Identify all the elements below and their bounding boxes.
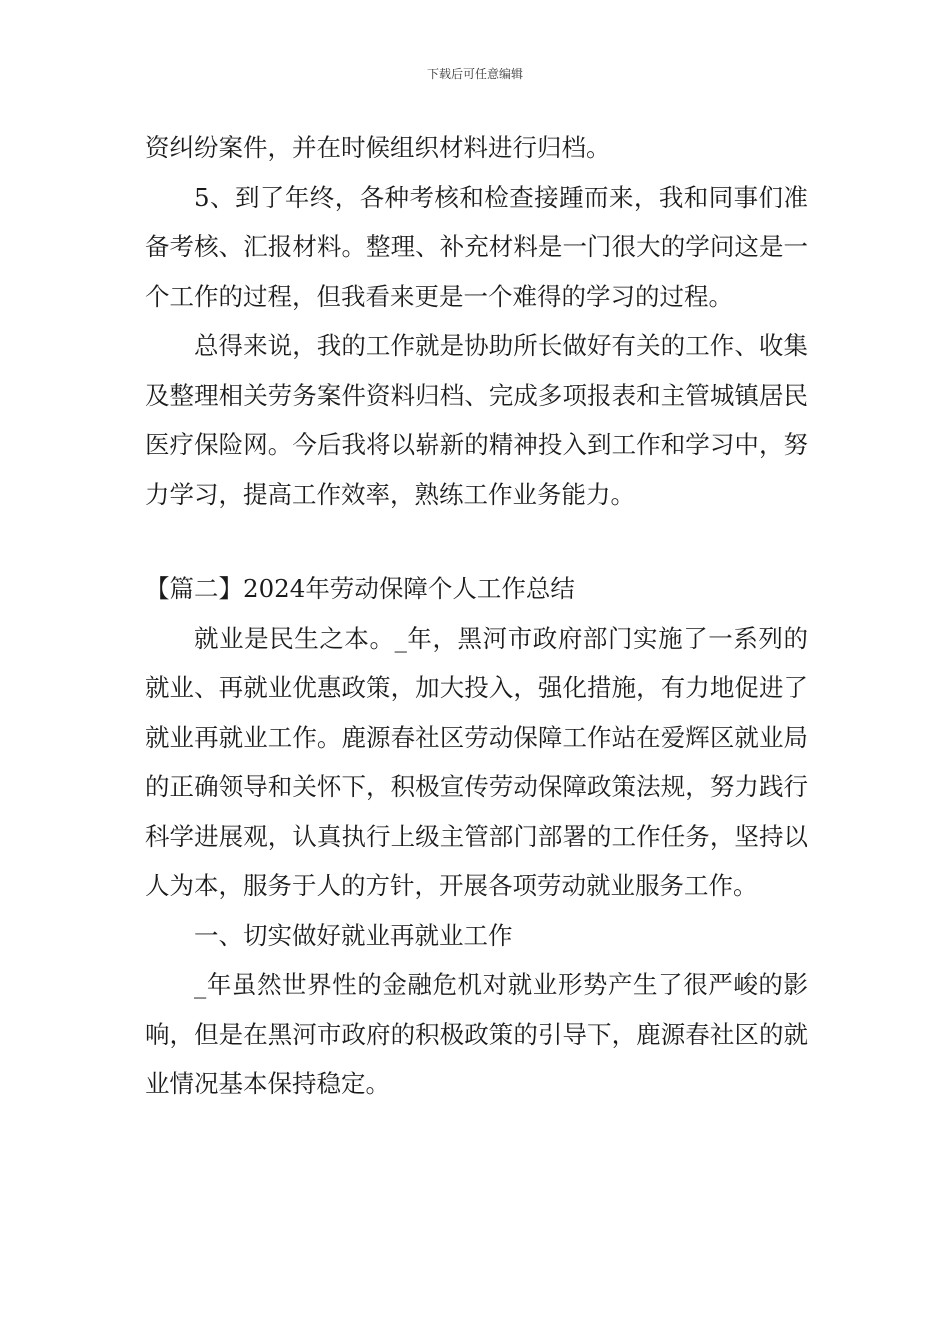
subheading-employment: 一、切实做好就业再就业工作 bbox=[194, 920, 513, 950]
section-heading: 【篇二】2024年劳动保障个人工作总结 bbox=[145, 574, 575, 603]
document-body bbox=[145, 123, 808, 1109]
paragraph-intro: 就业是民生之本。_年，黑河市政府部门实施了一系列的就业、再就业优惠政策，加大投入，强化措施，有力地促进了就业再就业工作。鹿源春社区劳动保障工作站在爱辉区就业局的正确领导和关怀下，积极宣传劳动保障政策法规，努力践行科学进展观，认真执行上级主管部门部署的工作任务，坚持以人为本，服务于人的方针，开展各项劳动就业服务工作。 bbox=[145, 623, 808, 900]
paragraph-item-5: 5、到了年终，各种考核和检查接踵而来，我和同事们准备考核、汇报材料。整理、补充材料是一门很大的学问这是一个工作的过程，但我看来更是一个难得的学习的过程。 bbox=[145, 182, 808, 311]
page-header-note: 下载后可任意编辑 bbox=[426, 67, 523, 81]
paragraph-employment: _年虽然世界性的金融危机对就业形势产生了很严峻的影响，但是在黑河市政府的积极政策的引导下，鹿源春社区的就业情况基本保持稳定。 bbox=[145, 970, 808, 1098]
paragraph-continuation: 资纠纷案件，并在时候组织材料进行归档。 bbox=[145, 133, 611, 162]
paragraph-summary: 总得来说，我的工作就是协助所长做好有关的工作、收集及整理相关劳务案件资料归档、完成多项报表和主管城镇居民医疗保险网。今后我将以崭新的精神投入到工作和学习中，努力学习，提高工作效率，熟练工作业务能力。 bbox=[145, 331, 808, 509]
